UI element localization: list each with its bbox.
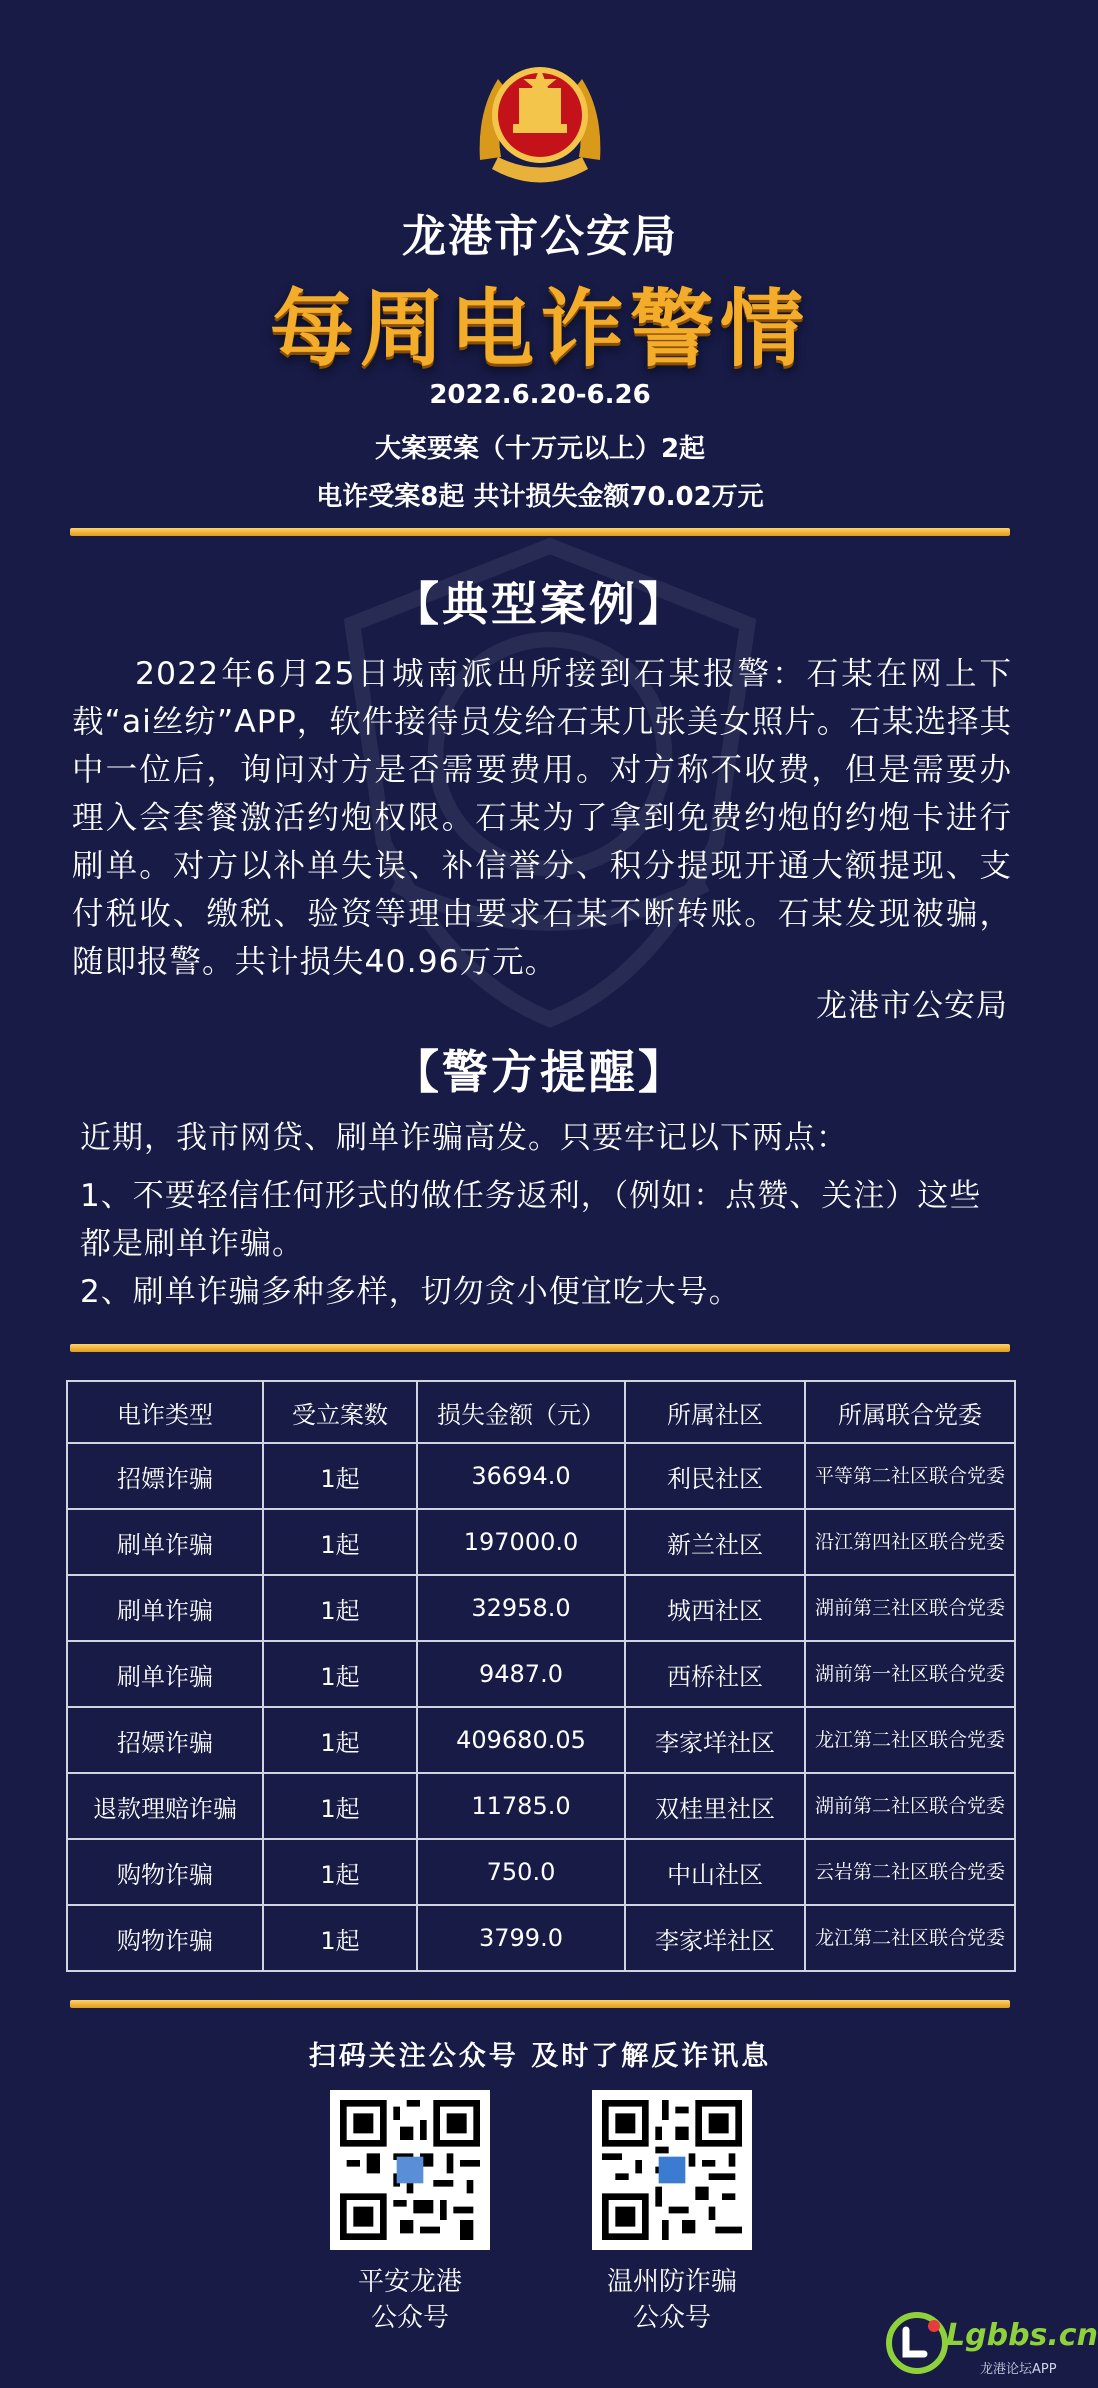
site-watermark-logo	[884, 2310, 1098, 2382]
qr-code-wenzhou-anti-fraud[interactable]	[592, 2090, 752, 2250]
divider	[70, 528, 1010, 536]
qr1-account-name: 平安龙港	[357, 2267, 462, 2297]
fraud-cases-table	[66, 1380, 1016, 1972]
loss-amount-cell: 409680.05	[417, 1707, 625, 1773]
site-logo-text: Lgbbs.cn	[946, 2318, 1098, 2353]
committee-cell: 湖前第三社区联合党委	[805, 1575, 1015, 1641]
table-row	[67, 1509, 1015, 1575]
committee-cell: 云岩第二社区联合党委	[805, 1839, 1015, 1905]
follow-prompt: 扫码关注公众号 及时了解反诈讯息	[308, 2041, 772, 2072]
table-row	[67, 1773, 1015, 1839]
community-cell: 中山社区	[625, 1839, 805, 1905]
fraud-type-cell: 刷单诈骗	[67, 1641, 263, 1707]
fraud-type-cell: 招嫖诈骗	[67, 1707, 263, 1773]
reminder-point-1: 1、不要轻信任何形式的做任务返利，（例如：点赞、关注）这些都是刷单诈骗。	[80, 1178, 982, 1262]
loss-amount-cell: 3799.0	[417, 1905, 625, 1971]
site-logo-subtitle: 龙港论坛APP	[980, 2362, 1057, 2377]
agency-name: 龙港市公安局	[402, 211, 678, 262]
table-row	[67, 1443, 1015, 1509]
divider	[70, 1344, 1010, 1352]
fraud-type-cell: 退款理赔诈骗	[67, 1773, 263, 1839]
table-header-cell: 受立案数	[263, 1381, 417, 1443]
loss-amount-cell: 36694.0	[417, 1443, 625, 1509]
divider	[70, 2000, 1010, 2008]
typical-case-heading: 【典型案例】	[393, 577, 687, 631]
qr-code-pingan-longgang[interactable]	[330, 2090, 490, 2250]
case-count-cell: 1起	[263, 1443, 417, 1509]
loss-amount-cell: 32958.0	[417, 1575, 625, 1641]
community-cell: 利民社区	[625, 1443, 805, 1509]
committee-cell: 湖前第一社区联合党委	[805, 1641, 1015, 1707]
case-count-cell: 1起	[263, 1575, 417, 1641]
table-header-cell: 损失金额（元）	[417, 1381, 625, 1443]
police-reminder-heading: 【警方提醒】	[393, 1045, 687, 1099]
community-cell: 城西社区	[625, 1575, 805, 1641]
table-header-cell: 电诈类型	[67, 1381, 263, 1443]
community-cell: 双桂里社区	[625, 1773, 805, 1839]
forum-logo-icon	[884, 2310, 950, 2376]
loss-amount-cell: 750.0	[417, 1839, 625, 1905]
community-cell: 李家垟社区	[625, 1707, 805, 1773]
fraud-type-cell: 刷单诈骗	[67, 1509, 263, 1575]
committee-cell: 平等第二社区联合党委	[805, 1443, 1015, 1509]
fraud-type-cell: 刷单诈骗	[67, 1575, 263, 1641]
table-row	[67, 1641, 1015, 1707]
case-count-cell: 1起	[263, 1707, 417, 1773]
police-emblem-icon	[465, 52, 615, 202]
reminder-point-2: 2、刷单诈骗多种多样，切勿贪小便宜吃大号。	[80, 1274, 741, 1310]
qr-code-icon	[602, 2100, 742, 2240]
qr2-account-name: 温州防诈骗	[606, 2267, 737, 2297]
case-count-cell: 1起	[263, 1773, 417, 1839]
loss-amount-cell: 9487.0	[417, 1641, 625, 1707]
case-count-cell: 1起	[263, 1641, 417, 1707]
table-header-cell: 所属社区	[625, 1381, 805, 1443]
table-header-cell: 所属联合党委	[805, 1381, 1015, 1443]
committee-cell: 沿江第四社区联合党委	[805, 1509, 1015, 1575]
community-cell: 新兰社区	[625, 1509, 805, 1575]
major-cases-summary: 大案要案（十万元以上）2起	[374, 434, 706, 464]
loss-amount-cell: 11785.0	[417, 1773, 625, 1839]
table-row	[67, 1707, 1015, 1773]
reminder-intro: 近期，我市网贷、刷单诈骗高发。只要牢记以下两点：	[80, 1120, 848, 1156]
committee-cell: 龙江第二社区联合党委	[805, 1905, 1015, 1971]
fraud-type-cell: 招嫖诈骗	[67, 1443, 263, 1509]
case-count-cell: 1起	[263, 1905, 417, 1971]
community-cell: 李家垟社区	[625, 1905, 805, 1971]
case-count-cell: 1起	[263, 1509, 417, 1575]
fraud-type-cell: 购物诈骗	[67, 1905, 263, 1971]
case-count-cell: 1起	[263, 1839, 417, 1905]
table-row	[67, 1905, 1015, 1971]
table-header-row	[67, 1381, 1015, 1443]
poster-title: 每周电诈警情	[269, 280, 810, 378]
qr1-caption	[310, 2264, 510, 2336]
qr2-caption	[572, 2264, 772, 2336]
totals-summary: 电诈受案8起 共计损失金额70.02万元	[316, 482, 764, 512]
table-row	[67, 1575, 1015, 1641]
qr1-account-type: 公众号	[370, 2303, 449, 2333]
qr2-account-type: 公众号	[632, 2303, 711, 2333]
fraud-type-cell: 购物诈骗	[67, 1839, 263, 1905]
table-row	[67, 1839, 1015, 1905]
typical-case-body: 2022年6月25日城南派出所接到石某报警：石某在网上下载“ai丝纺”APP，软件接待员发给石某几张美女照片。石某选择其中一位后，询问对方是否需要费用。对方称不收费，但是需要办理入会套餐激活约炮权限。石某为了拿到免费约炮的约炮卡进行刷单。对方以补单失误、补信誉分、积分提现开通大额提现、支付税收、缴税、验资等理由要求石某不断转账。石某发现被骗，随即报警。共计损失40.96万元。	[72, 656, 1012, 980]
loss-amount-cell: 197000.0	[417, 1509, 625, 1575]
qr-code-icon	[340, 2100, 480, 2240]
case-signature: 龙港市公安局	[816, 988, 1008, 1024]
committee-cell: 湖前第二社区联合党委	[805, 1773, 1015, 1839]
committee-cell: 龙江第二社区联合党委	[805, 1707, 1015, 1773]
date-range: 2022.6.20-6.26	[429, 380, 651, 410]
community-cell: 西桥社区	[625, 1641, 805, 1707]
